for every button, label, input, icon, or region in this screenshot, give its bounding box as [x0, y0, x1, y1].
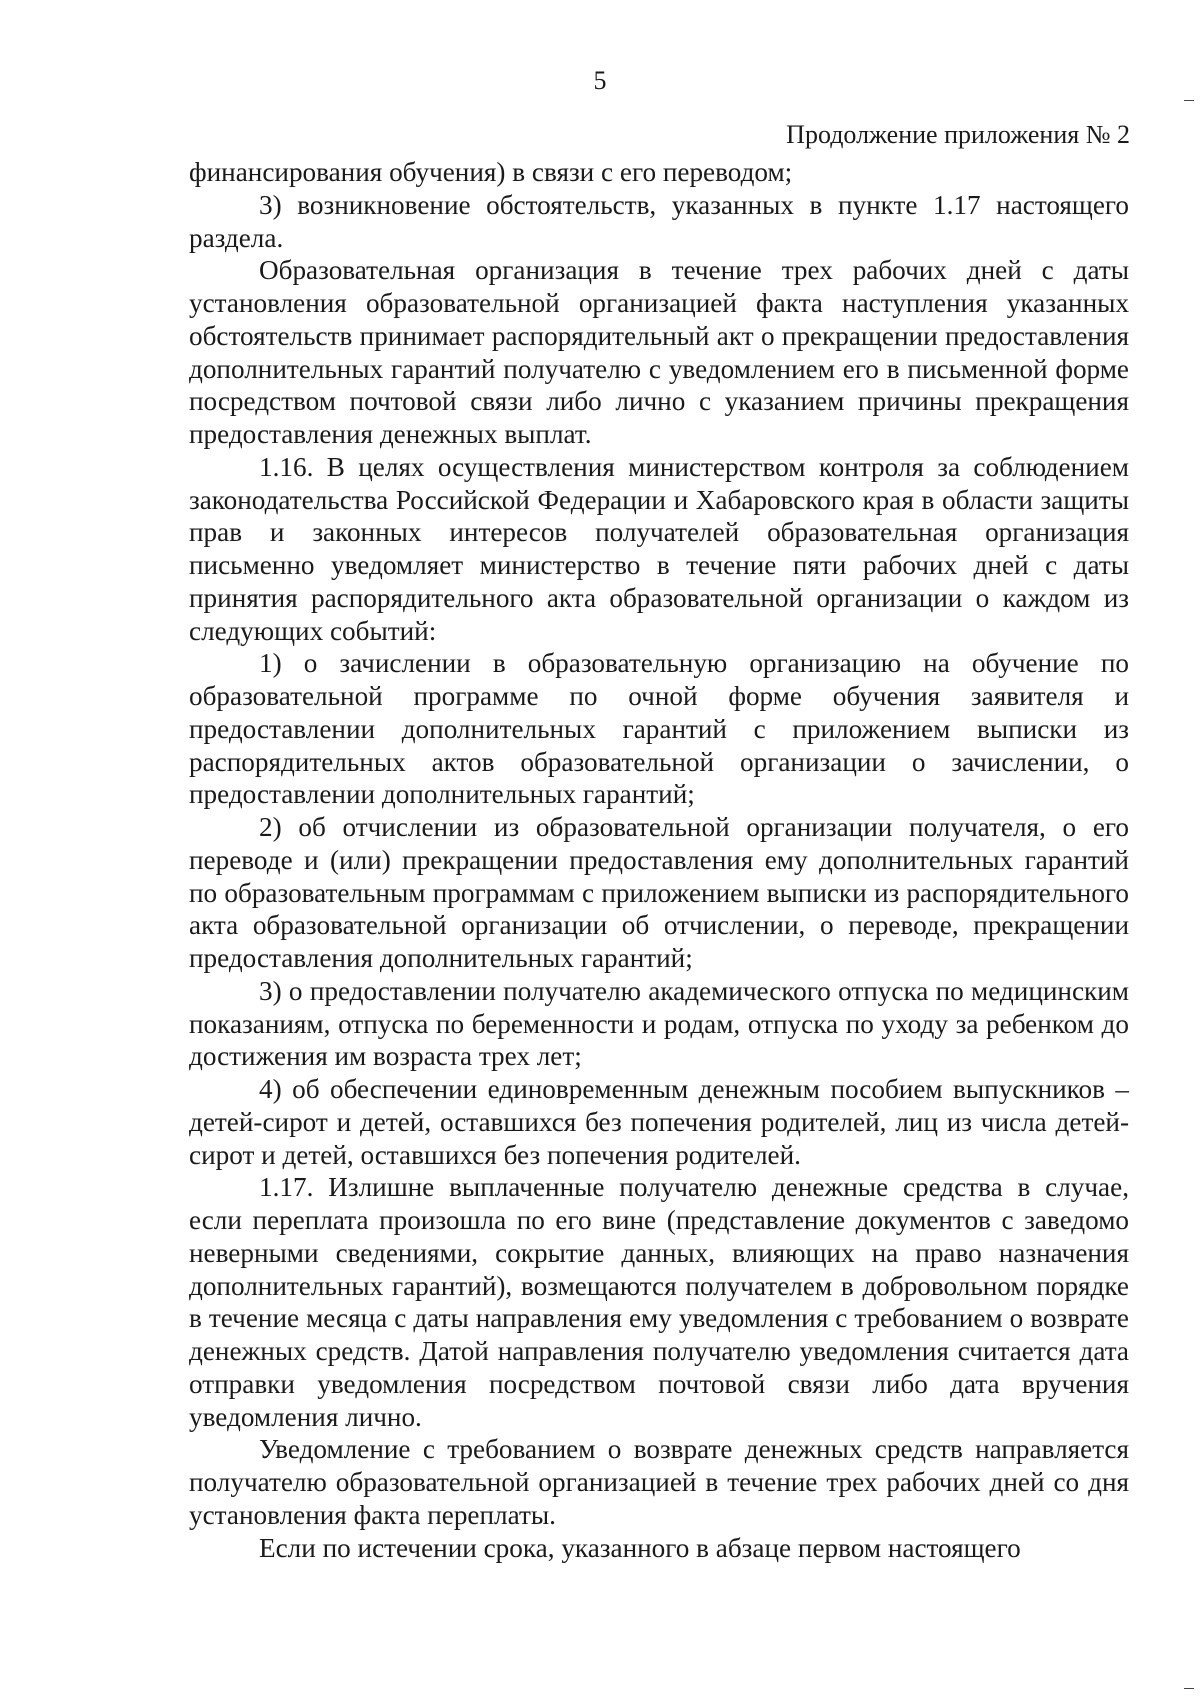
paragraph-1-16-item-1: 1) о зачислении в образовательную организацию на обучение по образовательной программе по очной форме обучения заявителя и предоставлении дополнительных гарантий с приложением выписки из распорядительных актов образовательной организации о зачислении, о предоставлении дополнительных гарантий;: [189, 648, 1129, 810]
paragraph-1-17: 1.17. Излишне выплаченные получателю денежные средства в случае, если переплата произошла по его вине (представление документов с заведомо неверными сведениями, сокрытие данных, влияющих на право назначения дополнительных гарантий), возмещаются получателем в добровольном порядке в течение месяца с даты направления ему уведомления с требованием о возврате денежных средств. Датой направления получателю уведомления считается дата отправки уведомления посредством почтовой связи либо дата вручения уведомления лично.: [189, 1172, 1129, 1432]
page-number: 5: [593, 66, 607, 95]
scan-edge-mark: [1184, 1688, 1194, 1689]
paragraph-item-3-circumstances: 3) возникновение обстоятельств, указанных в пункте 1.17 настоящего раздела.: [189, 189, 1129, 253]
paragraph-continuation: финансирования обучения) в связи с его переводом;: [189, 157, 793, 187]
paragraph-termination-act: Образовательная организация в течение трех рабочих дней с даты установления образовательной организацией факта наступления указанных обстоятельств принимает распорядительный акт о прекращении предоставления дополнительных гарантий получателю с уведомлением его в письменной форме посредством почтовой связи либо лично с указанием причины прекращения предоставления денежных выплат.: [189, 255, 1129, 449]
paragraph-if-expired: Если по истечении срока, указанного в абзаце первом настоящего: [259, 1532, 1021, 1563]
paragraph-1-16: 1.16. В целях осуществления министерством контроля за соблюдением законодательства Российской Федерации и Хабаровского края в области защиты прав и законных интересов получателей образовательная организация письменно уведомляет министерство в течение пяти рабочих дней с даты принятия распорядительного акта образовательной организации о каждом из следующих событий:: [189, 451, 1129, 646]
document-body: [189, 156, 1129, 1564]
paragraph-1-16-item-2: 2) об отчислении из образовательной организации получателя, о его переводе и (или) прекращении предоставления ему дополнительных гарантий по образовательным программам с приложением выписки из распорядительного акта образовательной организации об отчислении, о переводе, прекращении предоставления дополнительных гарантий;: [189, 812, 1129, 973]
continuation-header: Продолжение приложения № 2: [786, 120, 1130, 149]
paragraph-notification: Уведомление с требованием о возврате денежных средств направляется получателю образовательной организацией в течение трех рабочих дней со дня установления факта переплаты.: [189, 1434, 1129, 1530]
paragraph-1-16-item-3: 3) о предоставлении получателю академического отпуска по медицинским показаниям, отпуска по беременности и родам, отпуска по уходу за ребенком до достижения им возраста трех лет;: [189, 975, 1129, 1072]
paragraph-1-16-item-4: 4) об обеспечении единовременным денежным пособием выпускников – детей-сирот и детей, оставшихся без попечения родителей, лиц из числа детей-сирот и детей, оставшихся без попечения родителей.: [189, 1074, 1129, 1170]
scan-edge-mark: [1184, 100, 1194, 101]
